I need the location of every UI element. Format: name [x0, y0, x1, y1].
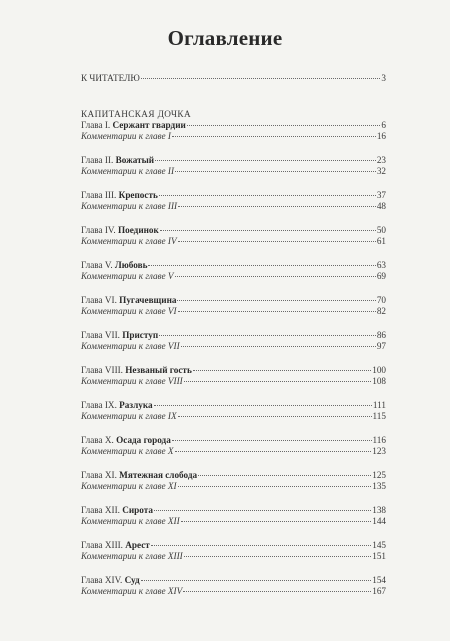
chapter-page: 50 [376, 225, 386, 235]
chapter-label [81, 120, 186, 131]
chapter-block [81, 575, 386, 597]
dot-leader [155, 159, 376, 161]
dot-leader [154, 509, 371, 511]
dot-leader [151, 544, 371, 546]
dot-leader [178, 310, 376, 312]
chapter-label [81, 295, 176, 306]
dot-leader [175, 450, 372, 452]
chapter-prefix: Глава VI. [81, 295, 120, 305]
dot-leader [177, 299, 375, 301]
chapter-label [81, 155, 154, 166]
commentary-page: 123 [372, 446, 386, 456]
chapter-title: Пугачевщина [119, 295, 177, 305]
chapter-prefix: Глава XIII. [81, 540, 126, 550]
chapter-label [81, 540, 150, 551]
chapter-page: 116 [372, 435, 386, 445]
dot-leader [178, 485, 372, 487]
dot-leader [198, 474, 371, 476]
chapter-prefix: Глава III. [81, 190, 119, 200]
chapter-label [81, 260, 147, 271]
commentary-entry[interactable] [81, 586, 386, 597]
chapter-title: Сержант гвардии [112, 120, 186, 130]
chapter-prefix: Глава X. [81, 435, 117, 445]
chapter-block [81, 365, 386, 387]
commentary-label: Комментарии к главе IX [81, 411, 177, 421]
chapter-block [81, 435, 386, 457]
dot-leader [154, 404, 372, 406]
commentary-label: Комментарии к главе IV [81, 236, 177, 246]
dot-leader [184, 555, 372, 557]
chapter-label [81, 470, 197, 481]
commentary-page: 32 [376, 166, 386, 176]
chapter-block [81, 540, 386, 562]
chapter-label [81, 400, 153, 411]
chapter-prefix: Глава VII. [81, 330, 123, 340]
commentary-entry[interactable] [81, 201, 386, 212]
commentary-label: Комментарии к главе V [81, 271, 174, 281]
commentary-page: 115 [372, 411, 386, 421]
chapter-title: Приступ [122, 330, 159, 340]
commentary-entry[interactable] [81, 411, 386, 422]
toc-main [81, 109, 386, 597]
commentary-page: 108 [372, 376, 386, 386]
commentary-page: 61 [376, 236, 386, 246]
commentary-label: Комментарии к главе X [81, 446, 174, 456]
chapter-prefix: Глава XI. [81, 470, 120, 480]
commentary-label: Комментарии к главе VIII [81, 376, 183, 386]
chapter-page: 138 [372, 505, 386, 515]
dot-leader [172, 439, 372, 441]
commentary-label: Комментарии к главе XIV [81, 586, 183, 596]
chapter-label [81, 365, 192, 376]
chapter-entry[interactable] [81, 225, 386, 236]
commentary-page: 135 [372, 481, 386, 491]
chapter-entry[interactable] [81, 540, 386, 551]
dot-leader [178, 240, 376, 242]
dot-leader [183, 590, 371, 592]
commentary-label: Комментарии к главе VI [81, 306, 177, 316]
commentary-page: 82 [376, 306, 386, 316]
dot-leader [178, 415, 372, 417]
chapter-entry[interactable] [81, 155, 386, 166]
chapter-page: 154 [372, 575, 386, 585]
chapter-prefix: Глава II. [81, 155, 116, 165]
intro-page: 3 [381, 73, 386, 83]
commentary-entry[interactable] [81, 341, 386, 352]
chapter-prefix: Глава IV. [81, 225, 118, 235]
dot-leader [148, 264, 375, 266]
chapter-title: Разлука [119, 400, 153, 410]
dot-leader [181, 520, 372, 522]
chapter-title: Арест [125, 540, 150, 550]
dot-leader [184, 380, 372, 382]
chapter-entry[interactable] [81, 330, 386, 341]
chapter-block [81, 190, 386, 212]
chapter-entry[interactable] [81, 120, 386, 131]
chapter-block [81, 295, 386, 317]
chapter-block [81, 120, 386, 142]
chapter-label [81, 330, 158, 341]
chapter-entry[interactable] [81, 575, 386, 586]
commentary-entry[interactable] [81, 271, 386, 282]
chapter-block [81, 470, 386, 492]
intro-label: К ЧИТАТЕЛЮ [81, 73, 140, 83]
chapter-title: Вожатый [115, 155, 155, 165]
chapter-label [81, 435, 171, 446]
chapter-page: 86 [376, 330, 386, 340]
commentary-label: Комментарии к главе XI [81, 481, 177, 491]
chapter-block [81, 260, 386, 282]
commentary-entry[interactable] [81, 306, 386, 317]
commentary-entry[interactable] [81, 446, 386, 457]
chapter-entry[interactable] [81, 365, 386, 376]
chapter-prefix: Глава I. [81, 120, 113, 130]
commentary-label: Комментарии к главе VII [81, 341, 180, 351]
commentary-page: 97 [376, 341, 386, 351]
commentary-label: Комментарии к главе XIII [81, 551, 183, 561]
chapter-page: 111 [372, 400, 386, 410]
commentary-page: 69 [376, 271, 386, 281]
chapter-title: Суд [124, 575, 140, 585]
chapter-entry[interactable] [81, 260, 386, 271]
dot-leader [175, 275, 376, 277]
commentary-label: Комментарии к главе XII [81, 516, 180, 526]
commentary-page: 144 [372, 516, 386, 526]
chapter-title: Крепость [118, 190, 158, 200]
commentary-entry[interactable] [81, 236, 386, 247]
chapter-page: 70 [376, 295, 386, 305]
chapter-title: Сирота [122, 505, 153, 515]
commentary-entry[interactable] [81, 166, 386, 177]
chapter-page: 125 [372, 470, 386, 480]
chapter-title: Мятежная слобода [119, 470, 198, 480]
commentary-entry[interactable] [81, 131, 386, 142]
chapter-block [81, 225, 386, 247]
commentary-page: 48 [376, 201, 386, 211]
chapter-prefix: Глава XIV. [81, 575, 125, 585]
chapter-entry[interactable] [81, 190, 386, 201]
chapter-title: Осада города [116, 435, 171, 445]
toc-entry-intro[interactable] [81, 73, 386, 84]
dot-leader [141, 579, 372, 581]
commentary-label: Комментарии к главе III [81, 201, 178, 211]
chapter-page: 23 [376, 155, 386, 165]
commentary-page: 16 [376, 131, 386, 141]
chapter-block [81, 400, 386, 422]
page-title: Оглавление [167, 26, 283, 50]
section-heading: КАПИТАНСКАЯ ДОЧКА [81, 109, 191, 119]
chapter-prefix: Глава VIII. [81, 365, 126, 375]
dot-leader [181, 345, 376, 347]
chapter-page: 37 [376, 190, 386, 200]
chapter-prefix: Глава V. [81, 260, 115, 270]
dot-leader [175, 170, 376, 172]
chapter-entry[interactable] [81, 435, 386, 446]
chapter-block [81, 155, 386, 177]
chapter-entry[interactable] [81, 505, 386, 516]
chapter-label [81, 225, 159, 236]
dot-leader [159, 334, 376, 336]
chapter-page: 145 [372, 540, 386, 550]
chapter-label [81, 575, 140, 586]
dot-leader [193, 369, 371, 371]
dot-leader [172, 135, 376, 137]
chapter-title: Любовь [114, 260, 148, 270]
chapter-block [81, 505, 386, 527]
commentary-label: Комментарии к главе I [81, 131, 171, 141]
dot-leader [159, 194, 376, 196]
chapter-prefix: Глава XII. [81, 505, 123, 515]
chapter-title: Незваный гость [125, 365, 192, 375]
chapter-title: Поединок [117, 225, 159, 235]
chapter-label [81, 505, 153, 516]
chapter-page: 6 [381, 120, 386, 130]
commentary-page: 151 [372, 551, 386, 561]
commentary-entry[interactable] [81, 376, 386, 387]
chapter-block [81, 330, 386, 352]
commentary-entry[interactable] [81, 481, 386, 492]
chapter-prefix: Глава IX. [81, 400, 120, 410]
chapter-page: 100 [372, 365, 386, 375]
dot-leader [187, 124, 381, 126]
toc-intro [81, 73, 386, 84]
chapter-label [81, 190, 158, 201]
commentary-entry[interactable] [81, 551, 386, 562]
chapter-entry[interactable] [81, 470, 386, 481]
dot-leader [160, 229, 376, 231]
commentary-entry[interactable] [81, 516, 386, 527]
dot-leader [178, 205, 376, 207]
commentary-page: 167 [372, 586, 386, 596]
chapter-page: 63 [376, 260, 386, 270]
commentary-label: Комментарии к главе II [81, 166, 175, 176]
chapter-entry[interactable] [81, 295, 386, 306]
chapter-entry[interactable] [81, 400, 386, 411]
dot-leader [141, 77, 381, 79]
